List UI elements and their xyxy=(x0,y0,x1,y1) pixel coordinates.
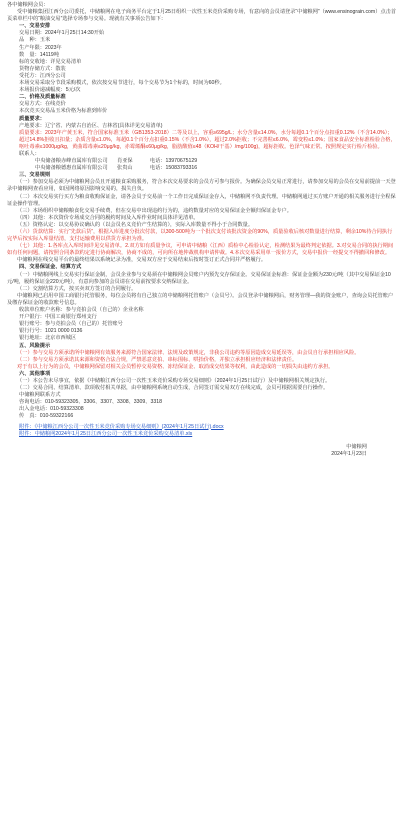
signature-date: 2024年1月23日 xyxy=(331,450,367,457)
section-title-rules: 三、交易规则 xyxy=(19,172,51,179)
attachment-link-rules-doc[interactable]: 附件：《中储粮江西分公司一次性玉米竞价采购专场交易细则》(2024年1月25日试行).docx xyxy=(19,423,224,430)
contact-company: 中央储备粮赤峰直属库有限公司 xyxy=(35,158,108,165)
bank-info: 银行行号：1021 0000 0136 xyxy=(19,328,83,335)
contact-row xyxy=(7,165,397,172)
section-title-risk: 五、风险提示 xyxy=(19,342,51,349)
rule-item-payment: （六）货款结算：实行“先款后货”，根据入库进度分批次付款，以300-500吨为一个批次支付该批次资金的90%，质量验收后核对数量进行结算，剩余10%待合同执行完毕后按实际入库量结清，支付运输费用以供货方承担为准。 xyxy=(7,229,393,243)
risk-item: （一）参与交易方须承诺所中储粮网有效服务来源符合国家法律、法规及政策规定，非我公司违约等原因造成交易延误等，由会员自行承担相应风险。 xyxy=(17,349,360,356)
trading-item: 交易日期：2024年1月25日14:30开始 xyxy=(19,30,105,37)
contact-phone: 电话：15083793316 xyxy=(149,165,198,172)
trading-item: 品 种：玉米 xyxy=(19,37,51,44)
rule-item: （二）本次交易实行买方为粮食收购保证金，请各会员于交易前一个工作日完成保证金存入，中储粮网不负责代理。中储粮网通过买方账户开通的相关服务进行全程保证金操作管理。 xyxy=(7,193,396,207)
bank-info: 开户银行：中国工商银行郑州支行 xyxy=(19,314,97,321)
trading-item: 本场交易采取分节段采购模式，依次按交易节进行，每个交易节为1个标的，时间为60秒。 xyxy=(19,80,225,87)
rule-item: （三）本场组织中储粮粮食化交易手续费，但在交易中出现违约行为的，违约数量对应的交易保证金全额归保证金专户。 xyxy=(17,207,292,214)
deposit-item: （二）交割结算方式，按买卖双方签订的合同履行。 xyxy=(17,285,137,292)
rule-item: （五）资格认定：以交易协议确认的（以会员名义竞价产生结算的），实际入库数量不得小于合同数量。 xyxy=(17,221,254,228)
trading-item: 本场报价递减幅度：5元/次 xyxy=(19,87,81,94)
intro-paragraph: 受中储粮集团江西分公司委托，中储粮网在电子商务平台定于1月25日组织一次性玉米竞价采购专场，有意向的会员请登录“中储粮网”（www.ensinograin.com）点击首页菜单栏中的“粮油交易”选择专场参与交易。现就有关事项公告如下： xyxy=(7,9,397,23)
section-title-other: 六、其他事项 xyxy=(19,370,51,377)
contact-company: 中央储备粮德惠直属库有限公司 xyxy=(35,165,108,172)
contact-info-item: 咨询电话：010-59323305、3306、3307、3308、3309、3318 xyxy=(19,399,163,406)
contact-name: 肖亚保 xyxy=(117,158,133,165)
contact-info-heading: 中储粮网联系方式 xyxy=(19,392,61,399)
trading-item: 生产年限：2023年 xyxy=(19,44,62,51)
risk-item: 对于有以上行为的会员，中储粮网保留对相关会员暂停交易资格、冻结保证金、取消成交结果等权利，由此造成的一切损失由违约方承担。 xyxy=(17,363,334,370)
price-item: 本次竞买交易品玉米价格为标准到库价 xyxy=(19,108,108,115)
section-title-trading: 一、交易安排 xyxy=(19,23,51,30)
trading-item: 标的交收地：详见交易清单 xyxy=(19,58,82,65)
trading-item: 货物存储方式：散装 xyxy=(19,65,66,72)
trading-item: 受托方：江西分公司 xyxy=(19,72,66,79)
attachment-link-trade-list[interactable]: 附件：中储粮网2024年1月25日江西分公司一次性玉米竞价采购交易清单.xls xyxy=(19,430,193,437)
contact-info-item: 出入金电话：010-59323308 xyxy=(19,406,84,413)
rule-item: 中储粮网在线交易平台的最终结果以系统记录为准，交易双方应于交易结束后按时签订正式合同并严格履行。 xyxy=(17,257,267,264)
rule-item: （四）其他：本次资价专场成交合同的履约时间及入库作业时间具体详见清单。 xyxy=(17,214,199,221)
contact-info-item: 传 真：010-59322166 xyxy=(19,413,74,420)
other-item: （一）本公告未尽事宜，依据《中储粮江西分公司一次性玉米竞价采购专场交易细则》（2024年1月25日试行）及中储粮网相关规定执行。 xyxy=(17,377,331,384)
rule-item: （一）参加交易必须为中储粮网会员且开通粮食采购服务，符合本次交易要求的会员方可参与报价。为确保会员交易正常进行，请参加交易的会员在交易前提前一天登录中储粮网查看应用，如因网络原因影响交易的，损失自负。 xyxy=(7,179,396,193)
contact-phone: 电话：13970675129 xyxy=(149,158,198,165)
contact-name: 张贵山 xyxy=(117,165,133,172)
section-title-deposit: 四、交易保证金、结算方式 xyxy=(19,264,82,271)
deposit-item: （一）中储粮网线上交易实行保证金制，会员企业参与交易须在中储粮网会员账户内预先交存保证金。交易保证金标准：保证金金额为230元/吨（其中交易保证金10元/吨，履约保证金220元/吨），有意向参加的会员请在交易前按要求交纳保证金。 xyxy=(7,271,391,285)
risk-item: （二）参与交易方须承诺其来源和资格合法合规，严禁恶意竞拍、串标围标、哄抬价格，并独立承担相应经济和法律责任。 xyxy=(17,356,298,363)
other-item: （二）交易合同、结算清单、款项收付相关单据，由中储粮网系统自动生成，合同签订需交易双方在线完成，会员可根据需要自行操作。 xyxy=(17,385,329,392)
rule-item-other: （七）其他：1.各库点入库时间详见交易清单。2.双方如有质量争议，可申请中储粮（江西）质检中心检验认定，检测结果为最终判定依据。3.对交易合同的执行期间如有任何问题，请按照合同条款约定进行协商解决，协商不成的，可向所在地仲裁机构申请仲裁。4.本次交易采用单一报价方式，交易中报价一经提交不得撤回和修改。 xyxy=(7,243,394,257)
bank-info: 银行地址：北京市西城区 xyxy=(19,335,77,342)
signature-org: 中储粮网 xyxy=(346,443,367,450)
contacts-heading: 联系人： xyxy=(19,150,40,157)
section-title-price: 二、价格及质量标准 xyxy=(19,94,66,101)
bank-info: 中储粮网已启用中国工商银行托管服务，每位会员将有自己独立的中储粮网托管账户（会员号）。会员登录中储粮网后，财务管理—我的资金账户，查询会员托管账户及缴存保证金的收款账号信息。 xyxy=(7,292,394,306)
trading-item: 数 量：14119吨 xyxy=(19,51,59,58)
quality-requirement: 质量要求：2023年产黄玉米，符合国家标准玉米（GB1353-2018）二等及以上，容重≥695g/L；水分含量≤14.0%，水分每超0.1个百分点扣重0.12%（不含14.0%）；超过14.8%拒收且扣量；杂质含量≤1.0%，每超0.1个百分点扣重0.15%（不含1.0%），超过2.0%拒收；不完善粒≤6.0%，霉变粒≤1.0%；国家食品安全标准检验合格，呕吐毒素≤1000μg/kg，黄曲霉毒素≤20μg/kg，赤霉烯酮≤60μg/kg，脂肪酸值≤48（KOH/干基）/mg/100g)，超标拒收。色泽气味正常。按照规定实行检斤检验。 xyxy=(19,129,396,150)
origin-requirement: 产地要求：辽宁省、内蒙古自治区、吉林省(具体详见交易清单) xyxy=(19,122,163,129)
bank-info: 收款单位账户名称：参与竞拍会员（自己的）企业名称 xyxy=(19,307,144,314)
bank-info: 银行账号：参与竞拍会员（自己的）托管账号 xyxy=(19,321,123,328)
trading-list xyxy=(7,30,397,94)
quality-heading: 质量要求： xyxy=(19,115,45,122)
attachments xyxy=(7,424,397,438)
price-item: 交易方式：在线竞价 xyxy=(19,101,66,108)
greeting: 各中储粮网会员： xyxy=(7,2,49,8)
